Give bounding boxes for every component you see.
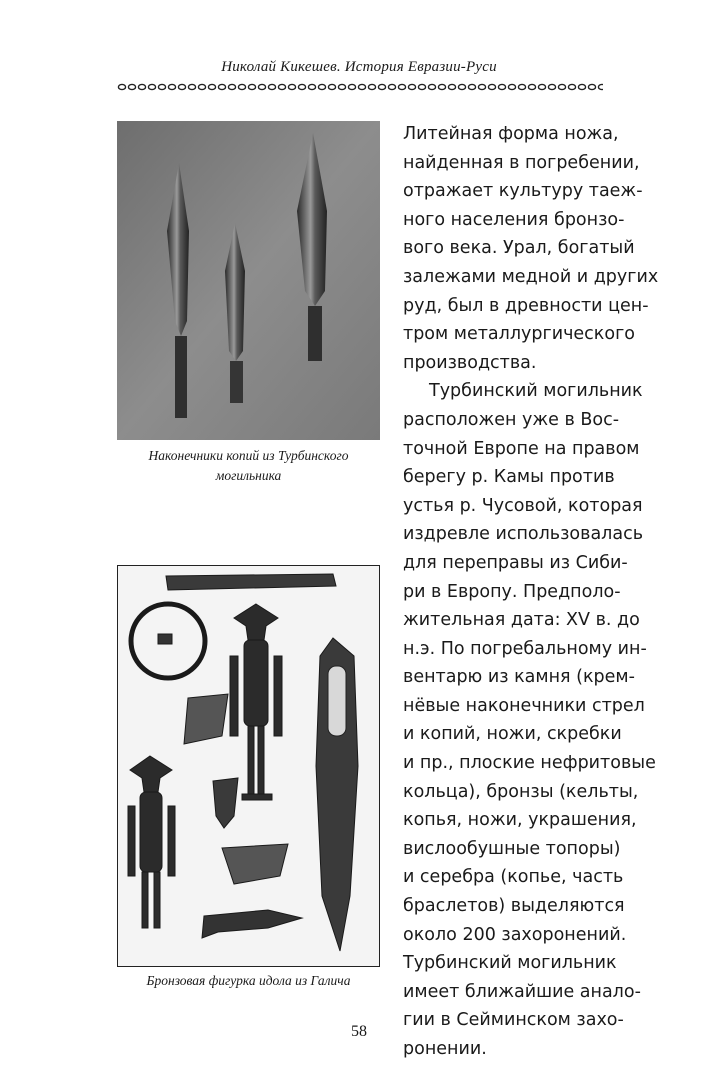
text-line: расположен уже в Вос- [403, 409, 620, 430]
text-line: жительная дата: XV в. до [403, 610, 640, 631]
text-line: ронении. [403, 1039, 487, 1059]
text-line: браслетов) выделяются [403, 896, 625, 917]
text-line: и серебра (копье, часть [403, 867, 624, 888]
text-line: кольца), бронзы (кельты, [403, 781, 639, 802]
text-line: нёвые наконечники стрел [403, 695, 645, 716]
text-line: тром металлургического [403, 324, 635, 345]
text-line: ного населения бронзо- [403, 209, 625, 230]
ornament-divider [117, 82, 603, 92]
text-line: берегу р. Камы против [403, 467, 615, 488]
text-line: издревле использовалась [403, 524, 644, 545]
idol-artifacts-photo [117, 565, 380, 967]
text-line: Литейная форма ножа, [403, 124, 619, 144]
text-line: гии в Сейминском захо- [403, 1010, 624, 1031]
text-line: Турбинский могильник [403, 953, 617, 974]
figure-caption-spearheads [117, 446, 380, 486]
text-line: для переправы из Сиби- [403, 552, 628, 573]
figure-caption-idol [112, 971, 385, 991]
running-header: Николай Кикешев. История Евразии-Руси [221, 59, 497, 75]
text-line: отражает культуру таеж- [403, 181, 643, 202]
text-line: залежами медной и других [403, 266, 659, 287]
caption-line: могильника [215, 468, 282, 483]
text-line: около 200 захоронений. [403, 924, 627, 945]
caption-line: Бронзовая фигурка идола из Галича [146, 973, 351, 988]
text-line: и копий, ножи, скребки [403, 724, 622, 745]
spearheads-photo [117, 121, 380, 440]
text-line: производства. [403, 352, 537, 373]
text-line: имеет ближайшие анало- [403, 981, 641, 1002]
text-line: и пр., плоские нефритовые [403, 753, 656, 774]
text-line: устья р. Чусовой, которая [403, 495, 643, 516]
text-line: н.э. По погребальному ин- [403, 638, 647, 659]
page-number: 58 [351, 1023, 367, 1040]
text-line: вентарю из камня (крем- [403, 667, 635, 688]
text-line: ри в Европу. Предполо- [403, 581, 621, 602]
text-line: копья, ножи, украшения, [403, 810, 637, 831]
body-text [403, 120, 659, 1064]
text-line: найденная в погребении, [403, 152, 640, 173]
text-line: точной Европе на правом [403, 438, 640, 459]
text-line: руд, был в древности цен- [403, 295, 649, 316]
text-line: вислообушные топоры) [403, 838, 621, 859]
caption-line: Наконечники копий из Турбинского [148, 448, 349, 463]
text-line: вого века. Урал, богатый [403, 238, 635, 259]
text-line: Турбинский могильник [429, 381, 643, 402]
